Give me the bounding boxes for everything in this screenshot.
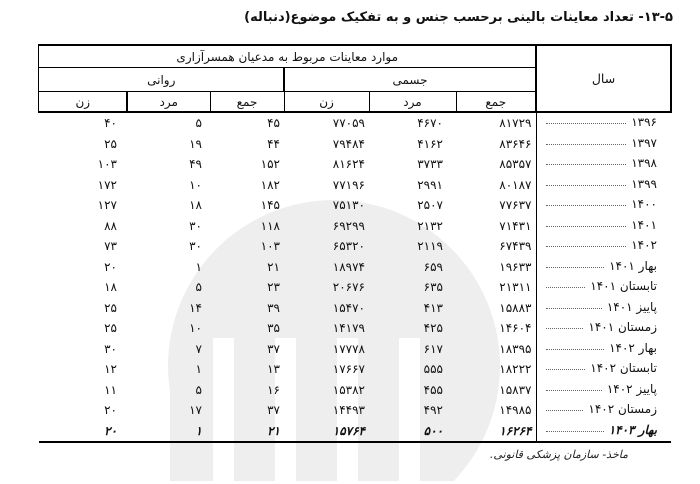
cell-physical-female: ۷۵۱۳۰ <box>332 198 365 213</box>
table-row <box>39 421 671 443</box>
cell-physical-total: ۸۳۶۴۶ <box>499 136 532 151</box>
cell-physical-male: ۴۲۵ <box>423 321 443 336</box>
cell-psych-total: ۱۶ <box>267 382 280 397</box>
cell-physical-male: ۶۱۷ <box>423 341 443 356</box>
cell-physical-female: ۱۸۹۷۴ <box>332 259 365 274</box>
cell-psych-male: ۱ <box>195 259 202 274</box>
subheader-physical-female: زن <box>284 92 369 113</box>
cell-psych-female: ۲۰ <box>39 421 127 443</box>
cell-physical-total: ۱۵۸۳۷ <box>499 382 532 397</box>
year-label: ۱۴۰۰ <box>631 197 657 212</box>
table-row <box>39 298 671 319</box>
dotted-leader <box>546 123 627 124</box>
cell-physical-male: ۴۱۳ <box>423 300 443 315</box>
year-cell <box>536 318 671 339</box>
year-column-header: سال <box>536 45 671 112</box>
subheader-psych-female: زن <box>39 92 127 113</box>
cell-psych-female: ۱۷۲ <box>97 177 117 192</box>
cell-psych-male: ۵ <box>195 382 202 397</box>
cell-physical-total: ۱۶۲۶۴ <box>456 421 536 443</box>
dotted-leader <box>546 226 627 227</box>
cell-physical-male: ۵۵۵ <box>423 362 443 377</box>
cell-psych-total: ۲۳ <box>267 280 280 295</box>
cell-psych-total: ۱۵۲ <box>260 157 280 172</box>
cell-psych-male: ۷ <box>195 341 202 356</box>
cell-physical-male: ۵۰۰ <box>369 421 456 443</box>
year-label: ۱۳۹۹ <box>631 176 657 191</box>
cell-physical-male: ۲۱۳۲ <box>417 218 443 233</box>
cell-psych-female: ۳۰ <box>104 341 117 356</box>
cell-psych-total: ۴۴ <box>267 136 280 151</box>
stats-table <box>38 44 672 443</box>
dotted-leader <box>546 369 586 370</box>
cell-physical-male: ۴۱۶۲ <box>417 136 443 151</box>
cell-psych-male: ۳۰ <box>189 239 202 254</box>
year-label: ۱۳۹۷ <box>631 135 657 150</box>
cell-psych-male: ۱۰ <box>189 177 202 192</box>
year-cell <box>536 277 671 298</box>
table-body <box>39 112 671 442</box>
year-cell <box>536 195 671 216</box>
year-cell <box>536 154 671 175</box>
cell-physical-male: ۲۱۱۹ <box>417 239 443 254</box>
year-cell <box>536 421 671 443</box>
dotted-leader <box>546 287 586 288</box>
dotted-leader <box>546 349 605 350</box>
cell-physical-total: ۸۱۷۲۹ <box>499 116 532 131</box>
cell-physical-female: ۸۱۶۲۴ <box>332 157 365 172</box>
dotted-leader <box>546 410 584 411</box>
year-label: بهار ۱۴۰۳ <box>608 422 657 437</box>
group-header-physical: جسمی <box>284 68 536 92</box>
cell-psych-female: ۲۵ <box>104 300 117 315</box>
cell-physical-total: ۶۷۴۳۹ <box>499 239 532 254</box>
cell-psych-male: ۱۹ <box>189 136 202 151</box>
dotted-leader <box>546 185 627 186</box>
dotted-leader <box>546 205 627 206</box>
year-label: ۱۴۰۱ <box>631 217 657 232</box>
cell-physical-total: ۸۰۱۸۷ <box>499 177 532 192</box>
cell-physical-male: ۴۶۷۰ <box>417 116 443 131</box>
year-cell <box>536 175 671 196</box>
table-row <box>39 380 671 401</box>
cell-physical-male: ۴۹۲ <box>423 403 443 418</box>
year-label: ۱۴۰۲ <box>631 238 657 253</box>
table-row <box>39 339 671 360</box>
table-row <box>39 236 671 257</box>
cell-physical-male: ۴۵۵ <box>423 382 443 397</box>
cell-physical-total: ۱۸۲۲۲ <box>499 362 532 377</box>
year-cell <box>536 339 671 360</box>
cell-psych-female: ۱۸ <box>104 280 117 295</box>
table-row <box>39 277 671 298</box>
table-row <box>39 216 671 237</box>
year-label: زمستان ۱۴۰۲ <box>588 402 657 417</box>
cell-psych-total: ۳۷ <box>267 341 280 356</box>
cell-psych-total: ۱۰۳ <box>260 239 280 254</box>
dotted-leader <box>546 328 584 329</box>
cell-physical-female: ۷۹۴۸۴ <box>332 136 365 151</box>
cell-psych-female: ۲۵ <box>104 321 117 336</box>
cell-physical-total: ۱۸۳۹۵ <box>499 341 532 356</box>
year-label: پاییز ۱۴۰۲ <box>606 381 657 396</box>
cell-physical-total: ۱۵۸۸۳ <box>499 300 532 315</box>
cell-physical-total: ۲۱۳۱۱ <box>499 280 532 295</box>
cell-psych-total: ۱۴۵ <box>260 198 280 213</box>
table-row <box>39 359 671 380</box>
year-label: تابستان ۱۴۰۲ <box>590 361 657 376</box>
cell-psych-female: ۲۵ <box>104 136 117 151</box>
year-cell <box>536 380 671 401</box>
dotted-leader <box>546 431 604 432</box>
table-row <box>39 400 671 421</box>
cell-physical-male: ۶۵۹ <box>423 259 443 274</box>
table-row <box>39 195 671 216</box>
subheader-psych-male: مرد <box>127 92 210 113</box>
cell-psych-female: ۲۰ <box>104 259 117 274</box>
cell-psych-male: ۱ <box>195 362 202 377</box>
year-cell <box>536 257 671 278</box>
cell-psych-male: ۱۴ <box>189 300 202 315</box>
dotted-leader <box>546 390 602 391</box>
cell-physical-female: ۲۰۶۷۶ <box>332 280 365 295</box>
cell-psych-total: ۳۵ <box>267 321 280 336</box>
year-cell <box>536 359 671 380</box>
cell-psych-male: ۳۰ <box>189 218 202 233</box>
year-cell <box>536 236 671 257</box>
cell-physical-male: ۲۹۹۱ <box>417 177 443 192</box>
cell-psych-male: ۴۹ <box>189 157 202 172</box>
subheader-physical-male: مرد <box>369 92 456 113</box>
cell-physical-female: ۱۴۱۷۹ <box>332 321 365 336</box>
table-row <box>39 154 671 175</box>
cell-psych-female: ۱۲ <box>104 362 117 377</box>
cell-psych-total: ۲۱ <box>267 259 280 274</box>
cell-psych-total: ۳۷ <box>267 403 280 418</box>
table-row <box>39 175 671 196</box>
cell-physical-female: ۱۴۴۹۳ <box>332 403 365 418</box>
year-cell <box>536 134 671 155</box>
page-title: ۱۳-۵- تعداد معاینات بالینی برحسب جنس و به تفکیک موضوع(دنباله) <box>244 10 673 25</box>
dotted-leader <box>546 246 627 247</box>
table-row <box>39 318 671 339</box>
cell-physical-total: ۱۴۹۸۵ <box>499 403 532 418</box>
cell-physical-total: ۱۴۶۰۴ <box>499 321 532 336</box>
subheader-physical-total: جمع <box>456 92 536 113</box>
year-label: پاییز ۱۴۰۱ <box>606 299 657 314</box>
cell-physical-female: ۷۷۰۵۹ <box>332 116 365 131</box>
cell-psych-female: ۸۸ <box>104 218 117 233</box>
cell-physical-male: ۳۷۳۳ <box>417 157 443 172</box>
cell-psych-female: ۱۱ <box>104 382 117 397</box>
year-cell <box>536 112 671 134</box>
table-head <box>39 45 671 112</box>
cell-physical-female: ۶۵۳۲۰ <box>332 239 365 254</box>
cell-psych-female: ۱۲۷ <box>97 198 117 213</box>
year-cell <box>536 400 671 421</box>
year-label: بهار ۱۴۰۲ <box>609 340 657 355</box>
cell-physical-total: ۱۹۶۳۳ <box>499 259 532 274</box>
cell-physical-male: ۶۳۵ <box>423 280 443 295</box>
cell-psych-female: ۴۰ <box>104 116 117 131</box>
cell-physical-total: ۷۱۴۳۱ <box>499 218 532 233</box>
cell-psych-female: ۱۰۳ <box>97 157 117 172</box>
dotted-leader <box>546 267 605 268</box>
cell-psych-total: ۴۵ <box>267 116 280 131</box>
cell-psych-total: ۱۱۸ <box>260 218 280 233</box>
table-row <box>39 257 671 278</box>
cell-psych-male: ۱۰ <box>189 321 202 336</box>
subheader-psych-total: جمع <box>210 92 284 113</box>
cell-physical-male: ۲۵۰۷ <box>417 198 443 213</box>
year-label: ۱۳۹۸ <box>631 156 657 171</box>
year-label: ۱۳۹۶ <box>631 115 657 130</box>
cell-psych-total: ۲۱ <box>210 421 284 443</box>
cell-physical-total: ۸۵۳۵۷ <box>499 157 532 172</box>
dotted-leader <box>546 164 627 165</box>
cell-psych-female: ۲۰ <box>104 403 117 418</box>
year-cell <box>536 298 671 319</box>
cell-psych-male: ۱ <box>127 421 210 443</box>
cell-psych-male: ۱۸ <box>189 198 202 213</box>
year-label: زمستان ۱۴۰۱ <box>588 320 657 335</box>
source-note: ماخذ- سازمان پزشکی قانونی. <box>489 448 628 461</box>
cell-physical-total: ۷۷۶۳۷ <box>499 198 532 213</box>
span-header: موارد معاینات مربوط به مدعیان همسرآزاری <box>39 45 536 68</box>
cell-psych-male: ۵ <box>195 280 202 295</box>
cell-physical-female: ۷۷۱۹۶ <box>332 177 365 192</box>
cell-psych-female: ۷۳ <box>104 239 117 254</box>
year-label: تابستان ۱۴۰۱ <box>590 279 657 294</box>
cell-physical-female: ۱۵۷۶۴ <box>284 421 369 443</box>
cell-psych-total: ۱۳ <box>267 362 280 377</box>
group-header-psychological: روانی <box>39 68 284 92</box>
cell-physical-female: ۱۵۳۸۲ <box>332 382 365 397</box>
cell-physical-female: ۱۷۷۷۸ <box>332 341 365 356</box>
cell-physical-female: ۱۵۴۷۰ <box>332 300 365 315</box>
cell-psych-total: ۳۹ <box>267 300 280 315</box>
year-label: بهار ۱۴۰۱ <box>609 258 657 273</box>
cell-psych-total: ۱۸۲ <box>260 177 280 192</box>
cell-physical-female: ۶۹۲۹۹ <box>332 218 365 233</box>
cell-psych-male: ۱۷ <box>189 403 202 418</box>
year-cell <box>536 216 671 237</box>
table-row <box>39 134 671 155</box>
cell-physical-female: ۱۷۶۶۷ <box>332 362 365 377</box>
dotted-leader <box>546 144 627 145</box>
dotted-leader <box>546 308 602 309</box>
table-row <box>39 112 671 134</box>
cell-psych-male: ۵ <box>195 116 202 131</box>
